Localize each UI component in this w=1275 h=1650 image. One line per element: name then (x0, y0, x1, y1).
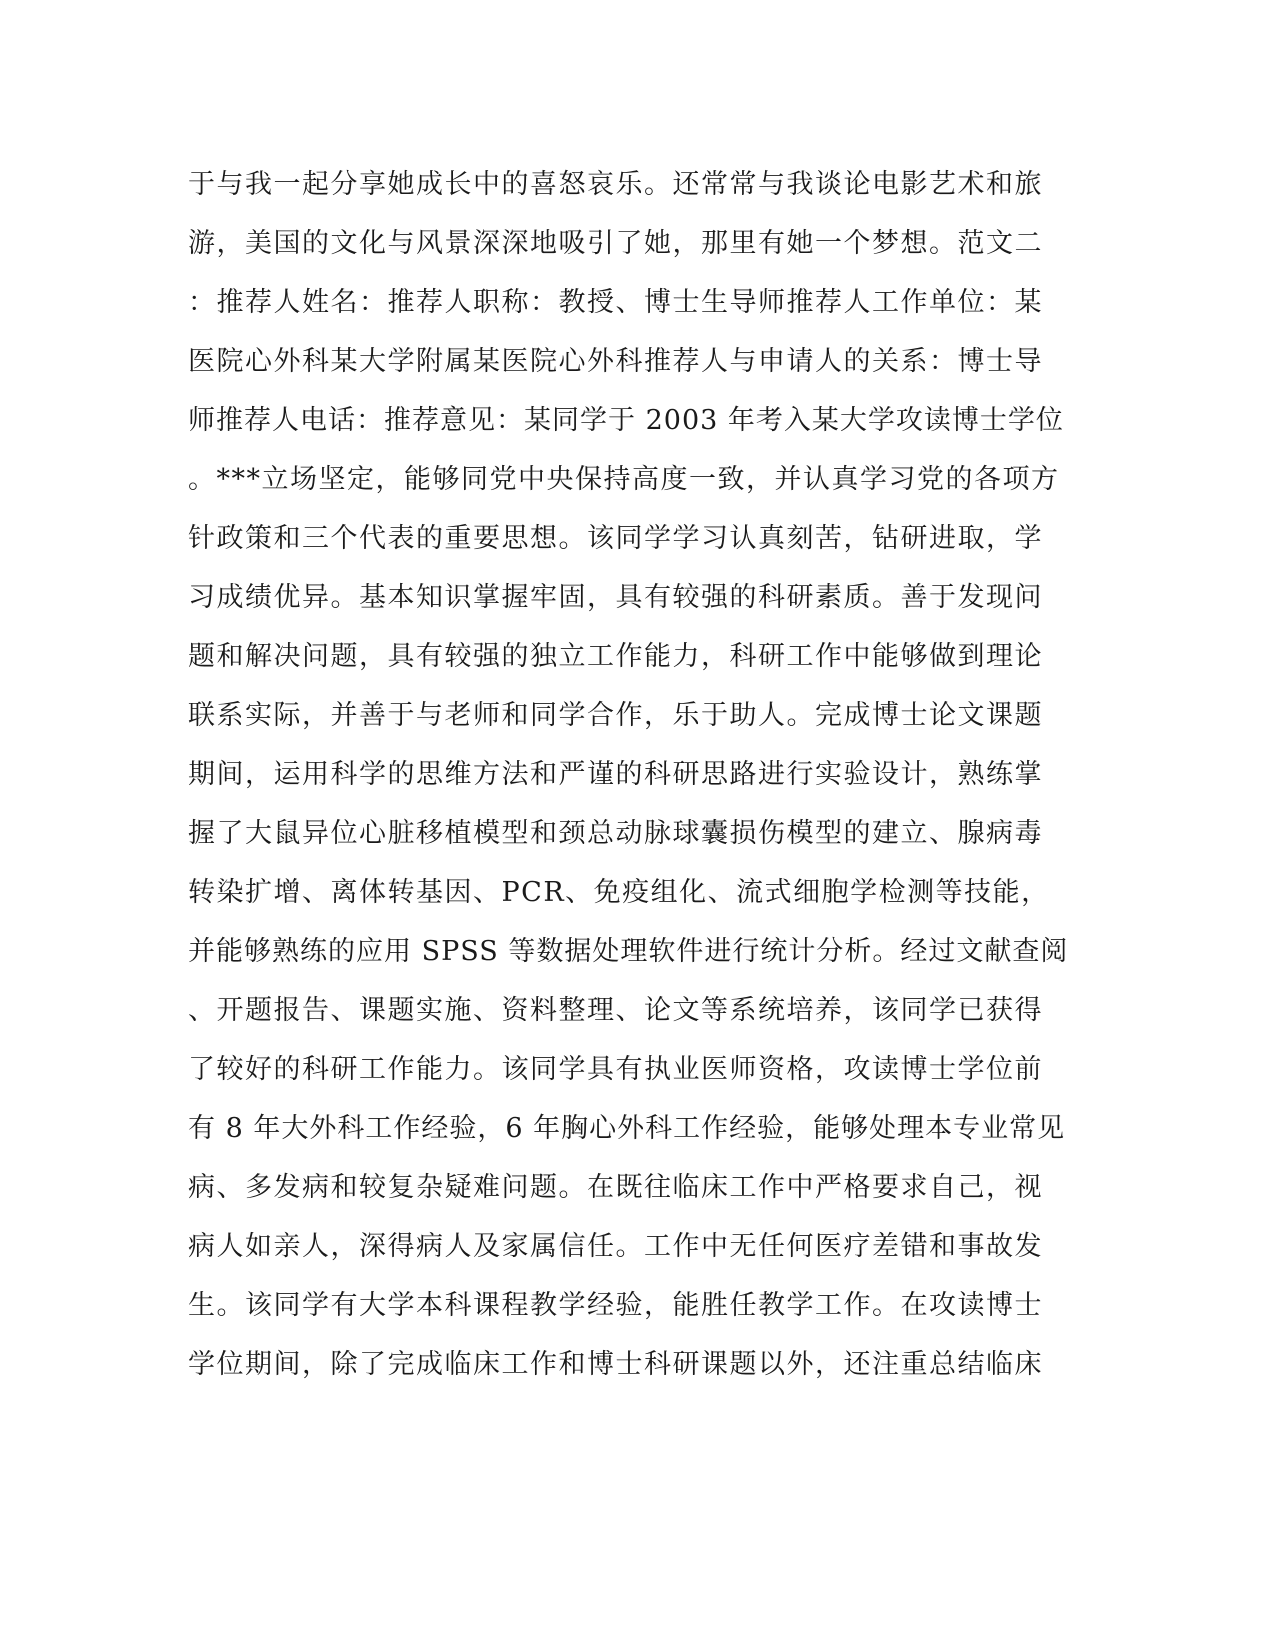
text-line: 有 8 年大外科工作经验，6 年胸心外科工作经验，能够处理本专业常见 (188, 1113, 1066, 1144)
text-line: 握了大鼠异位心脏移植模型和颈总动脉球囊损伤模型的建立、腺病毒 (188, 818, 1043, 849)
text-line: 习成绩优异。基本知识掌握牢固，具有较强的科研素质。善于发现问 (188, 582, 1043, 613)
body-text (188, 163, 1068, 1402)
text-line: 题和解决问题，具有较强的独立工作能力，科研工作中能够做到理论 (188, 641, 1043, 672)
text-line: 生。该同学有大学本科课程教学经验，能胜任教学工作。在攻读博士 (188, 1290, 1043, 1321)
text-line: 病、多发病和较复杂疑难问题。在既往临床工作中严格要求自己，视 (188, 1172, 1043, 1203)
text-line: 。***立场坚定，能够同党中央保持高度一致，并认真学习党的各项方 (188, 464, 1060, 495)
text-line: 了较好的科研工作能力。该同学具有执业医师资格，攻读博士学位前 (188, 1054, 1043, 1085)
text-line: 并能够熟练的应用 SPSS 等数据处理软件进行统计分析。经过文献查阅 (188, 936, 1069, 967)
text-line: 期间，运用科学的思维方法和严谨的科研思路进行实验设计，熟练掌 (188, 759, 1043, 790)
text-line: 游，美国的文化与风景深深地吸引了她，那里有她一个梦想。范文二 (188, 228, 1043, 259)
text-line: 针政策和三个代表的重要思想。该同学学习认真刻苦，钻研进取，学 (188, 523, 1043, 554)
text-line: 转染扩增、离体转基因、PCR、免疫组化、流式细胞学检测等技能， (188, 877, 1050, 908)
text-line: 病人如亲人，深得病人及家属信任。工作中无任何医疗差错和事故发 (188, 1231, 1043, 1262)
text-line: 、开题报告、课题实施、资料整理、论文等系统培养，该同学已获得 (188, 995, 1043, 1026)
text-line: ：推荐人姓名：推荐人职称：教授、博士生导师推荐人工作单位：某 (188, 287, 1043, 318)
text-line: 联系实际，并善于与老师和同学合作，乐于助人。完成博士论文课题 (188, 700, 1043, 731)
text-line: 于与我一起分享她成长中的喜怒哀乐。还常常与我谈论电影艺术和旅 (188, 169, 1043, 200)
text-line: 学位期间，除了完成临床工作和博士科研课题以外，还注重总结临床 (188, 1349, 1043, 1380)
text-line: 师推荐人电话：推荐意见：某同学于 2003 年考入某大学攻读博士学位 (188, 405, 1064, 436)
text-line: 医院心外科某大学附属某医院心外科推荐人与申请人的关系：博士导 (188, 346, 1043, 377)
